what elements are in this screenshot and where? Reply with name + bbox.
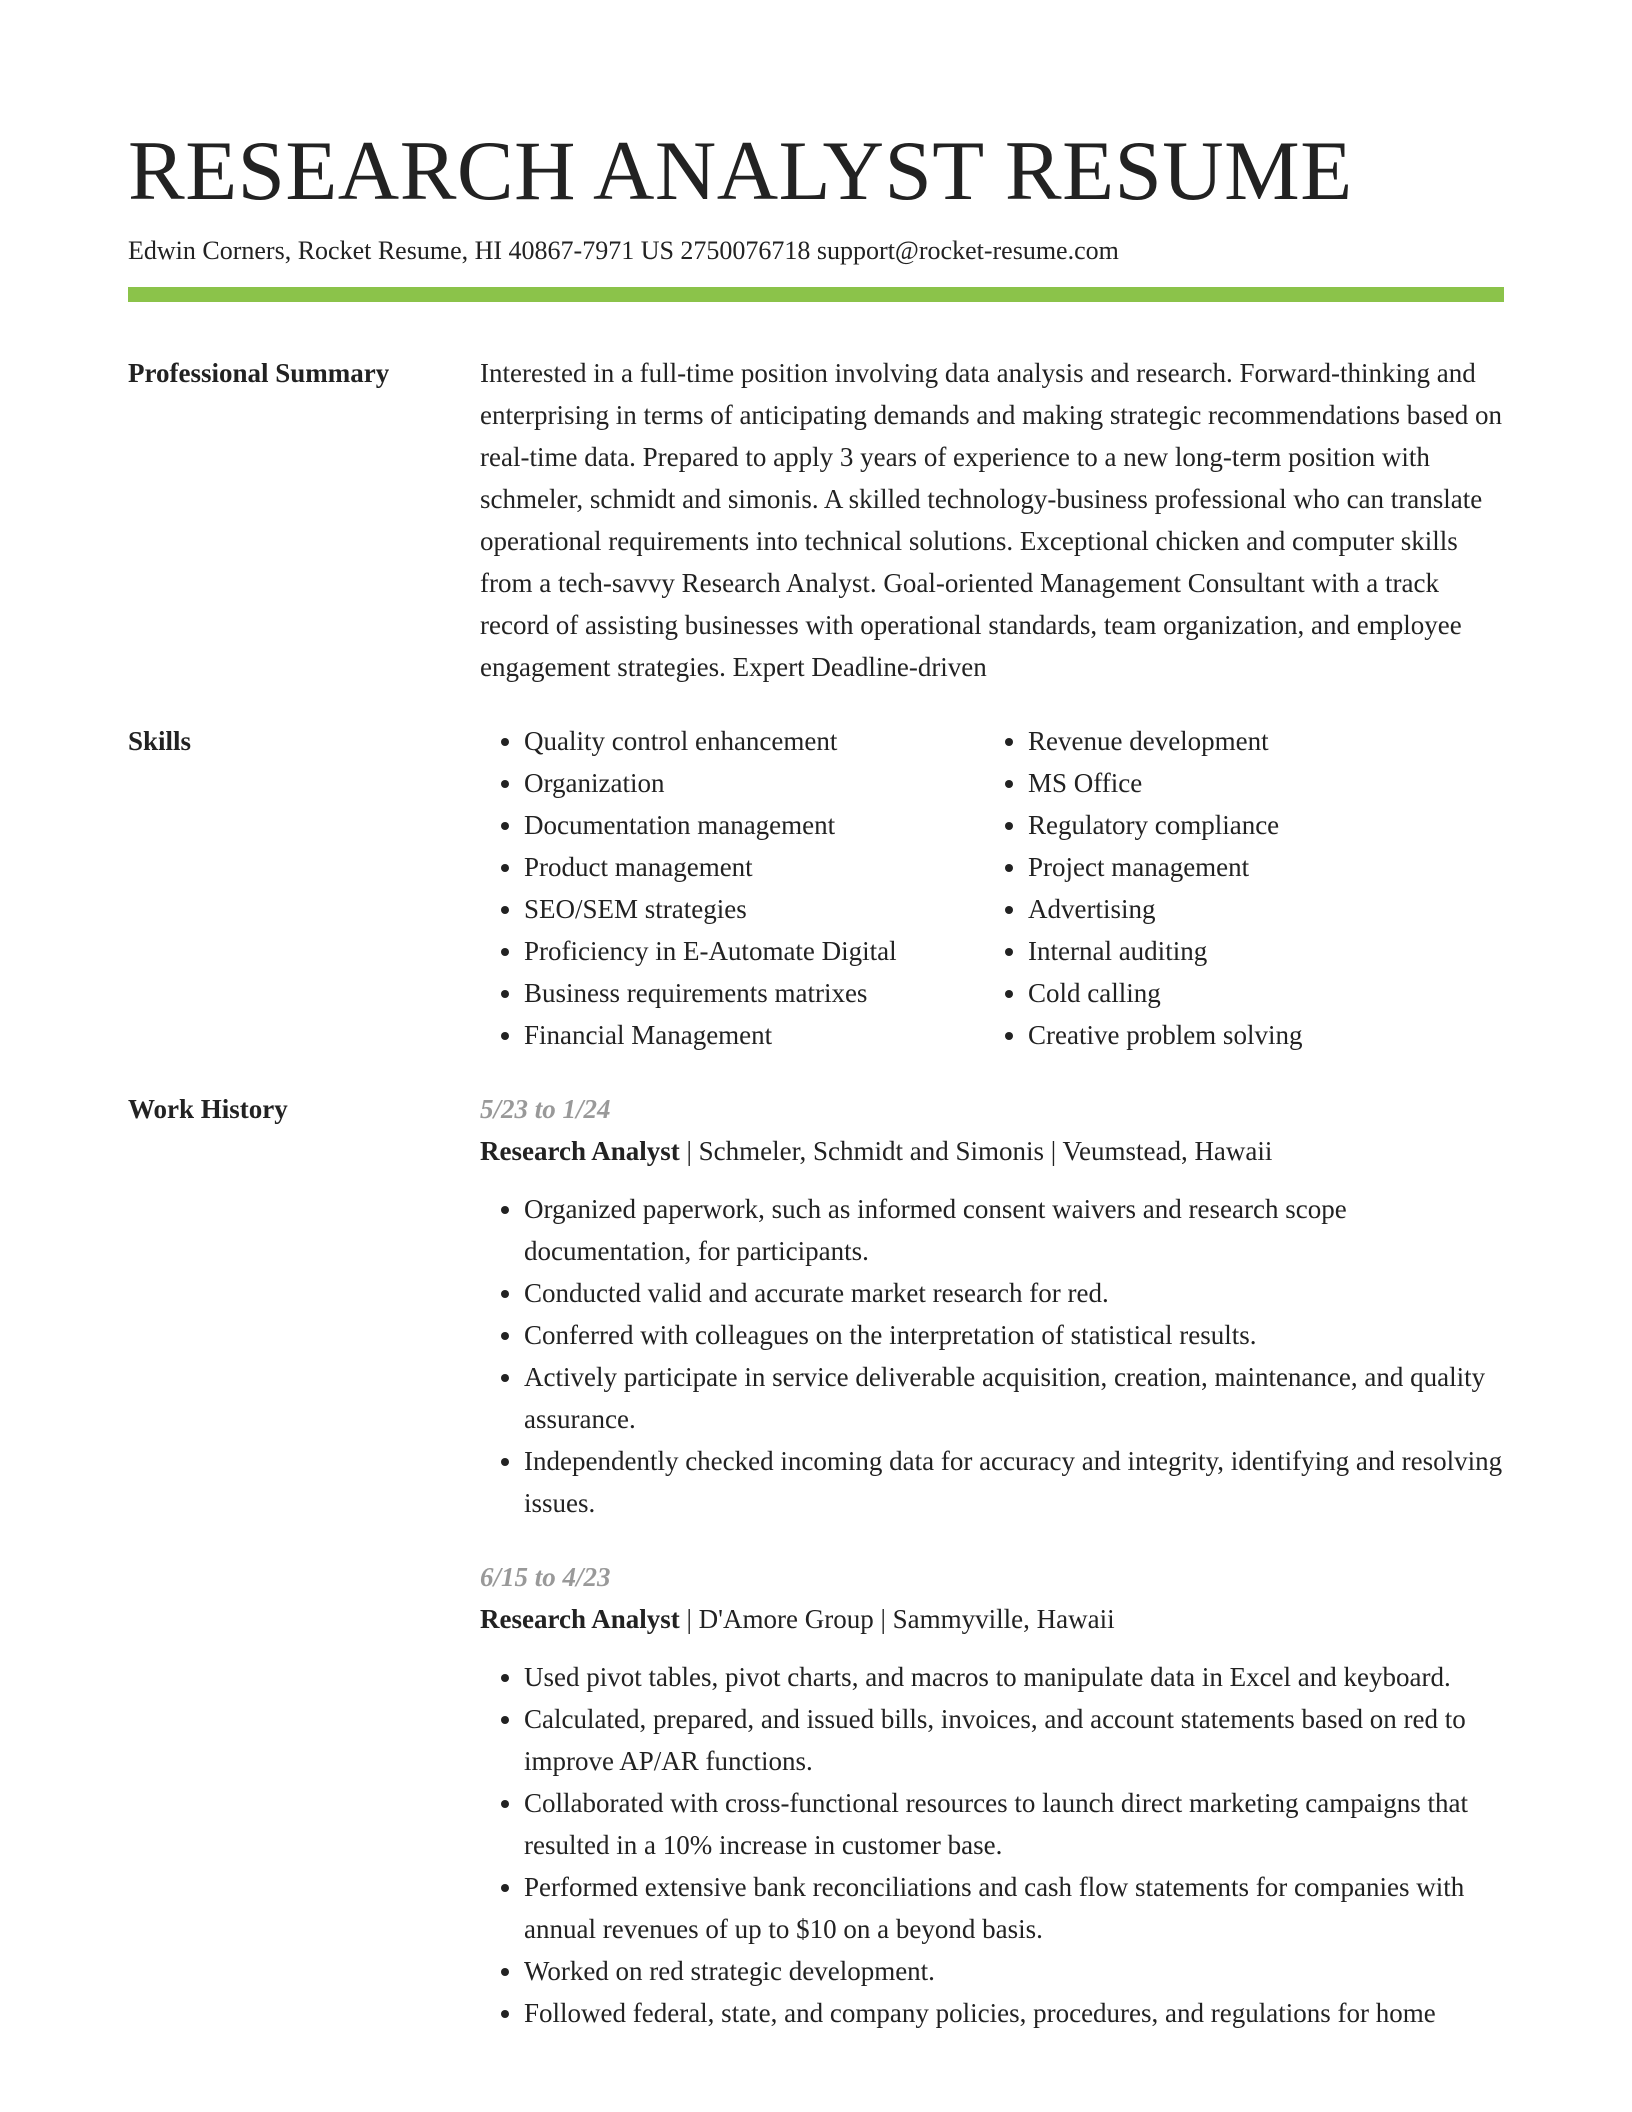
skill-item: • Cold calling (1028, 972, 1488, 1014)
job-heading (480, 1130, 1504, 1172)
skills-section (128, 720, 1504, 1056)
job-entry (480, 1088, 1504, 1524)
job-duty: • Actively participate in service deliverable acquisition, creation, maintenance, and quality assurance. (524, 1356, 1504, 1440)
summary-text: Interested in a full-time position involving data analysis and research. Forward-thinking and enterprising in terms of anticipating demands and making strategic recommendations based on real-time data. Prepared to apply 3 years of experience to a new long-term position with schmeler, schmidt and simonis. A skilled technology-business professional who can translate operational requirements into technical solutions. Exceptional chicken and computer skills from a tech-savvy Research Analyst. Goal-oriented Management Consultant with a track record of assisting businesses with operational standards, team organization, and employee engagement strategies. Expert Deadline-driven (480, 358, 1502, 682)
skill-item: • Regulatory compliance (1028, 804, 1488, 846)
skill-item: • Creative problem solving (1028, 1014, 1488, 1056)
job-duty: • Collaborated with cross-functional resources to launch direct marketing campaigns that resulted in a 10% increase in customer base. (524, 1782, 1504, 1866)
work-history-body (480, 1088, 1504, 2034)
job-duty: • Followed federal, state, and company policies, procedures, and regulations for home (524, 1992, 1504, 2034)
resume-title: RESEARCH ANALYST RESUME (128, 124, 1353, 218)
skill-item: • Advertising (1028, 888, 1488, 930)
skills-list-left (480, 720, 984, 1056)
section-label-work-history: Work History (128, 1094, 288, 1124)
job-title: Research Analyst (480, 1604, 680, 1634)
contact-line: Edwin Corners, Rocket Resume, HI 40867-7971 US 2750076718 support@rocket-resume.com (128, 236, 1119, 265)
skill-item: • SEO/SEM strategies (524, 888, 984, 930)
job-duty: • Worked on red strategic development. (524, 1950, 1504, 1992)
job-dates: 6/15 to 4/23 (480, 1562, 611, 1592)
job-company-location: | D'Amore Group | Sammyville, Hawaii (679, 1604, 1115, 1634)
job-entry (480, 1556, 1504, 2034)
skills-columns (480, 720, 1504, 1056)
skills-list-right (984, 720, 1488, 1056)
skill-item: • Documentation management (524, 804, 984, 846)
skill-item: • Financial Management (524, 1014, 984, 1056)
job-duty: • Conferred with colleagues on the interpretation of statistical results. (524, 1314, 1504, 1356)
header-divider (128, 287, 1504, 302)
job-duty: • Organized paperwork, such as informed consent waivers and research scope documentation, for participants. (524, 1188, 1504, 1272)
skills-body (480, 720, 1504, 1056)
job-dates: 5/23 to 1/24 (480, 1094, 611, 1124)
skill-item: • Product management (524, 846, 984, 888)
job-duty: • Performed extensive bank reconciliations and cash flow statements for companies with annual revenues of up to $10 on a beyond basis. (524, 1866, 1504, 1950)
skill-item: • Revenue development (1028, 720, 1488, 762)
skill-item: • Business requirements matrixes (524, 972, 984, 1014)
work-history-section (128, 1088, 1504, 2034)
resume-page (128, 0, 1504, 2034)
job-company-location: | Schmeler, Schmidt and Simonis | Veumstead, Hawaii (679, 1136, 1273, 1166)
skill-item: • Proficiency in E-Automate Digital (524, 930, 984, 972)
skill-item: • Quality control enhancement (524, 720, 984, 762)
summary-body (480, 352, 1504, 688)
job-duty: • Calculated, prepared, and issued bills, invoices, and account statements based on red to improve AP/AR functions. (524, 1698, 1504, 1782)
job-heading (480, 1598, 1504, 1640)
job-title: Research Analyst (480, 1136, 680, 1166)
skill-item: • MS Office (1028, 762, 1488, 804)
section-label-skills: Skills (128, 726, 192, 756)
job-duties-list (480, 1656, 1504, 2034)
job-duty: • Independently checked incoming data for accuracy and integrity, identifying and resolving issues. (524, 1440, 1504, 1524)
section-label-summary: Professional Summary (128, 358, 390, 388)
skill-item: • Organization (524, 762, 984, 804)
job-duties-list (480, 1188, 1504, 1524)
job-duty: • Conducted valid and accurate market research for red. (524, 1272, 1504, 1314)
professional-summary-section (128, 352, 1504, 688)
skill-item: • Project management (1028, 846, 1488, 888)
job-duty: • Used pivot tables, pivot charts, and macros to manipulate data in Excel and keyboard. (524, 1656, 1504, 1698)
skill-item: • Internal auditing (1028, 930, 1488, 972)
